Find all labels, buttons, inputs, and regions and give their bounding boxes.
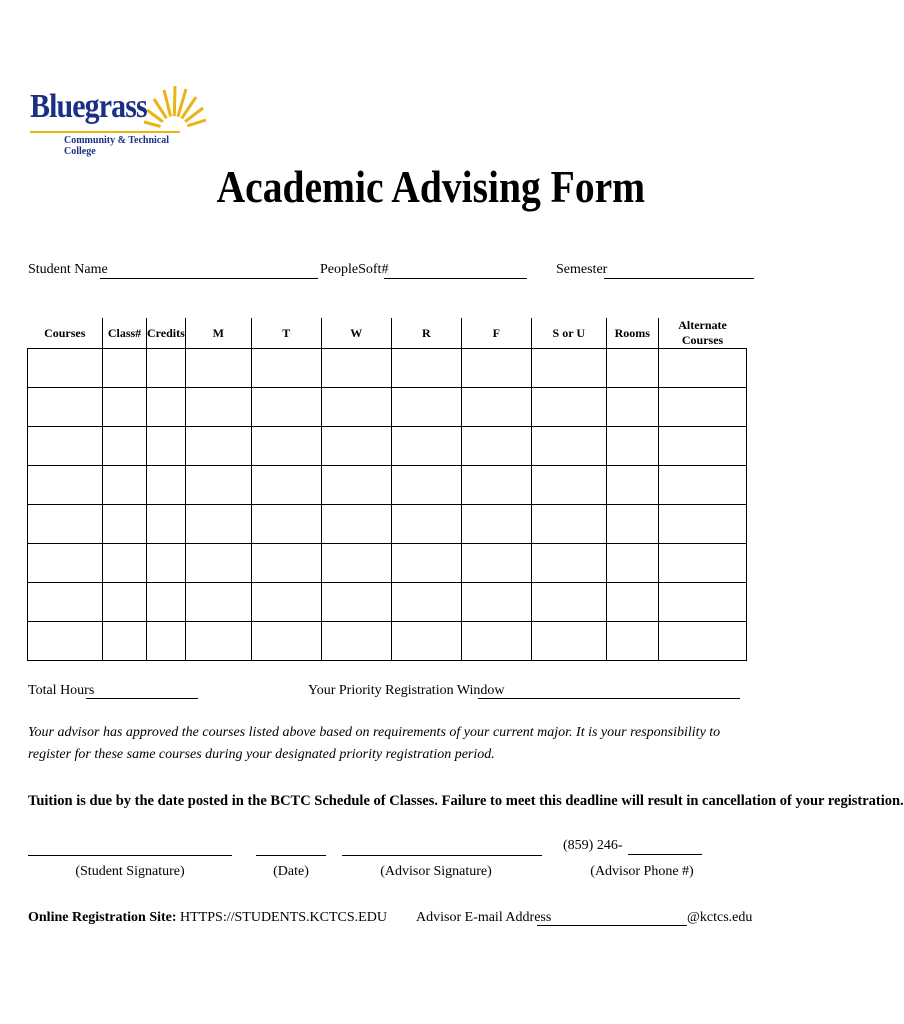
online-registration: [28, 910, 387, 926]
table-cell[interactable]: [147, 349, 186, 388]
table-cell[interactable]: [461, 349, 531, 388]
student-name-label: Student Name: [28, 262, 108, 277]
logo-rule: [30, 131, 180, 133]
table-cell[interactable]: [461, 388, 531, 427]
table-cell[interactable]: [658, 388, 746, 427]
table-row: [28, 388, 747, 427]
table-cell[interactable]: [531, 349, 606, 388]
table-cell[interactable]: [147, 466, 186, 505]
page-title: Academic Advising Form: [216, 161, 646, 212]
peoplesoft-field[interactable]: [384, 264, 527, 279]
table-cell[interactable]: [658, 544, 746, 583]
table-cell[interactable]: [321, 544, 391, 583]
table-cell[interactable]: [321, 349, 391, 388]
table-cell[interactable]: [531, 583, 606, 622]
table-cell[interactable]: [606, 466, 658, 505]
table-cell[interactable]: [185, 466, 251, 505]
online-registration-url[interactable]: HTTPS://STUDENTS.KCTCS.EDU: [180, 910, 387, 925]
table-cell[interactable]: [103, 427, 147, 466]
table-cell[interactable]: [147, 544, 186, 583]
online-registration-label: Online Registration Site:: [28, 910, 177, 925]
table-cell[interactable]: [531, 388, 606, 427]
tuition-deadline-note: Tuition is due by the date posted in the BCTC Schedule of Classes. Failure to meet this deadline will result in cancellation of your registration.: [28, 793, 904, 809]
table-cell[interactable]: [103, 388, 147, 427]
column-header: Rooms: [606, 318, 658, 349]
date-caption: (Date): [273, 864, 309, 879]
table-cell[interactable]: [103, 622, 147, 661]
table-cell[interactable]: [658, 349, 746, 388]
column-header: Credits: [147, 318, 186, 349]
table-cell[interactable]: [251, 388, 321, 427]
table-cell[interactable]: [147, 388, 186, 427]
table-row: [28, 583, 747, 622]
table-cell[interactable]: [28, 583, 103, 622]
column-header: S or U: [531, 318, 606, 349]
table-cell[interactable]: [251, 544, 321, 583]
column-header: Class#: [103, 318, 147, 349]
table-cell[interactable]: [28, 466, 103, 505]
column-header: R: [391, 318, 461, 349]
advisor-signature-line[interactable]: [342, 855, 542, 856]
course-schedule-table: [27, 318, 747, 661]
semester-field[interactable]: [604, 264, 754, 279]
table-cell[interactable]: [147, 427, 186, 466]
advisor-approval-note: Your advisor has approved the courses listed above based on requirements of your current major. It is your responsibility to register for these same courses during your designated priority registration period.: [28, 725, 721, 762]
student-signature-line[interactable]: [28, 855, 232, 856]
table-cell[interactable]: [461, 583, 531, 622]
table-cell[interactable]: [606, 505, 658, 544]
table-cell[interactable]: [606, 427, 658, 466]
table-row: [28, 622, 747, 661]
table-cell[interactable]: [185, 349, 251, 388]
table-cell[interactable]: [251, 505, 321, 544]
table-cell[interactable]: [461, 427, 531, 466]
phone-prefix: (859) 246-: [563, 838, 623, 853]
total-hours-label: Total Hours: [28, 683, 95, 698]
table-cell[interactable]: [28, 544, 103, 583]
table-header-row: [28, 318, 747, 349]
table-cell[interactable]: [251, 349, 321, 388]
peoplesoft-label: PeopleSoft#: [320, 262, 389, 277]
column-header: Courses: [44, 325, 86, 340]
table-cell[interactable]: [606, 349, 658, 388]
sunburst-icon: [138, 82, 210, 132]
logo-wordmark: Bluegrass: [30, 88, 147, 125]
table-cell[interactable]: [606, 544, 658, 583]
table-cell[interactable]: [28, 349, 103, 388]
table-row: [28, 349, 747, 388]
table-cell[interactable]: [251, 583, 321, 622]
table-row: [28, 466, 747, 505]
column-header: W: [321, 318, 391, 349]
table-cell[interactable]: [185, 622, 251, 661]
column-header: M: [185, 318, 251, 349]
table-cell[interactable]: [531, 622, 606, 661]
table-cell[interactable]: [321, 466, 391, 505]
advisor-email-label: Advisor E-mail Address: [416, 910, 552, 925]
semester-label: Semester: [556, 262, 608, 277]
table-cell[interactable]: [28, 622, 103, 661]
table-cell[interactable]: [658, 583, 746, 622]
table-row: [28, 544, 747, 583]
column-header: Alternate Courses: [658, 318, 746, 349]
table-cell[interactable]: [103, 544, 147, 583]
table-cell[interactable]: [103, 349, 147, 388]
table-cell[interactable]: [391, 388, 461, 427]
advisor-signature-caption: (Advisor Signature): [380, 864, 492, 879]
table-cell[interactable]: [461, 466, 531, 505]
table-cell[interactable]: [606, 388, 658, 427]
table-cell[interactable]: [461, 622, 531, 661]
table-cell[interactable]: [321, 583, 391, 622]
table-cell[interactable]: [251, 466, 321, 505]
table-cell[interactable]: [391, 544, 461, 583]
table-cell[interactable]: [658, 622, 746, 661]
table-cell[interactable]: [606, 622, 658, 661]
email-domain-suffix: @kctcs.edu: [687, 910, 753, 925]
table-cell[interactable]: [103, 466, 147, 505]
date-line[interactable]: [256, 855, 326, 856]
table-cell[interactable]: [658, 427, 746, 466]
advisor-phone-caption: (Advisor Phone #): [590, 864, 694, 879]
column-header: F: [461, 318, 531, 349]
college-logo: [26, 82, 194, 157]
table-cell[interactable]: [321, 505, 391, 544]
table-cell[interactable]: [461, 505, 531, 544]
student-name-field[interactable]: [100, 264, 318, 279]
logo-subtitle: Community & Technical College: [64, 135, 170, 157]
table-cell[interactable]: [658, 505, 746, 544]
table-cell[interactable]: [185, 388, 251, 427]
table-cell[interactable]: [531, 466, 606, 505]
table-cell[interactable]: [185, 427, 251, 466]
table-cell[interactable]: [321, 427, 391, 466]
table-cell[interactable]: [391, 349, 461, 388]
advisor-email-field[interactable]: [537, 911, 687, 926]
table-cell[interactable]: [391, 427, 461, 466]
table-cell[interactable]: [103, 505, 147, 544]
table-row: [28, 427, 747, 466]
table-cell[interactable]: [185, 544, 251, 583]
table-cell[interactable]: [321, 388, 391, 427]
table-cell[interactable]: [251, 427, 321, 466]
total-hours-field[interactable]: [86, 684, 198, 699]
table-cell[interactable]: [147, 505, 186, 544]
table-cell[interactable]: [606, 583, 658, 622]
table-cell[interactable]: [251, 622, 321, 661]
table-cell[interactable]: [321, 622, 391, 661]
table-row: [28, 505, 747, 544]
table-cell[interactable]: [391, 583, 461, 622]
advisor-phone-field[interactable]: [628, 840, 702, 855]
table-cell[interactable]: [531, 544, 606, 583]
table-cell[interactable]: [103, 583, 147, 622]
table-cell[interactable]: [28, 505, 103, 544]
table-cell[interactable]: [391, 505, 461, 544]
priority-window-field[interactable]: [478, 684, 740, 699]
table-cell[interactable]: [28, 427, 103, 466]
table-cell[interactable]: [28, 388, 103, 427]
column-header: T: [251, 318, 321, 349]
table-cell[interactable]: [185, 583, 251, 622]
table-cell[interactable]: [391, 466, 461, 505]
table-cell[interactable]: [531, 427, 606, 466]
table-cell[interactable]: [531, 505, 606, 544]
student-signature-caption: (Student Signature): [75, 864, 185, 879]
table-cell[interactable]: [461, 544, 531, 583]
table-cell[interactable]: [147, 622, 186, 661]
table-cell[interactable]: [658, 466, 746, 505]
table-cell[interactable]: [147, 583, 186, 622]
priority-window-label: Your Priority Registration Window: [308, 683, 505, 698]
table-cell[interactable]: [391, 622, 461, 661]
table-cell[interactable]: [185, 505, 251, 544]
